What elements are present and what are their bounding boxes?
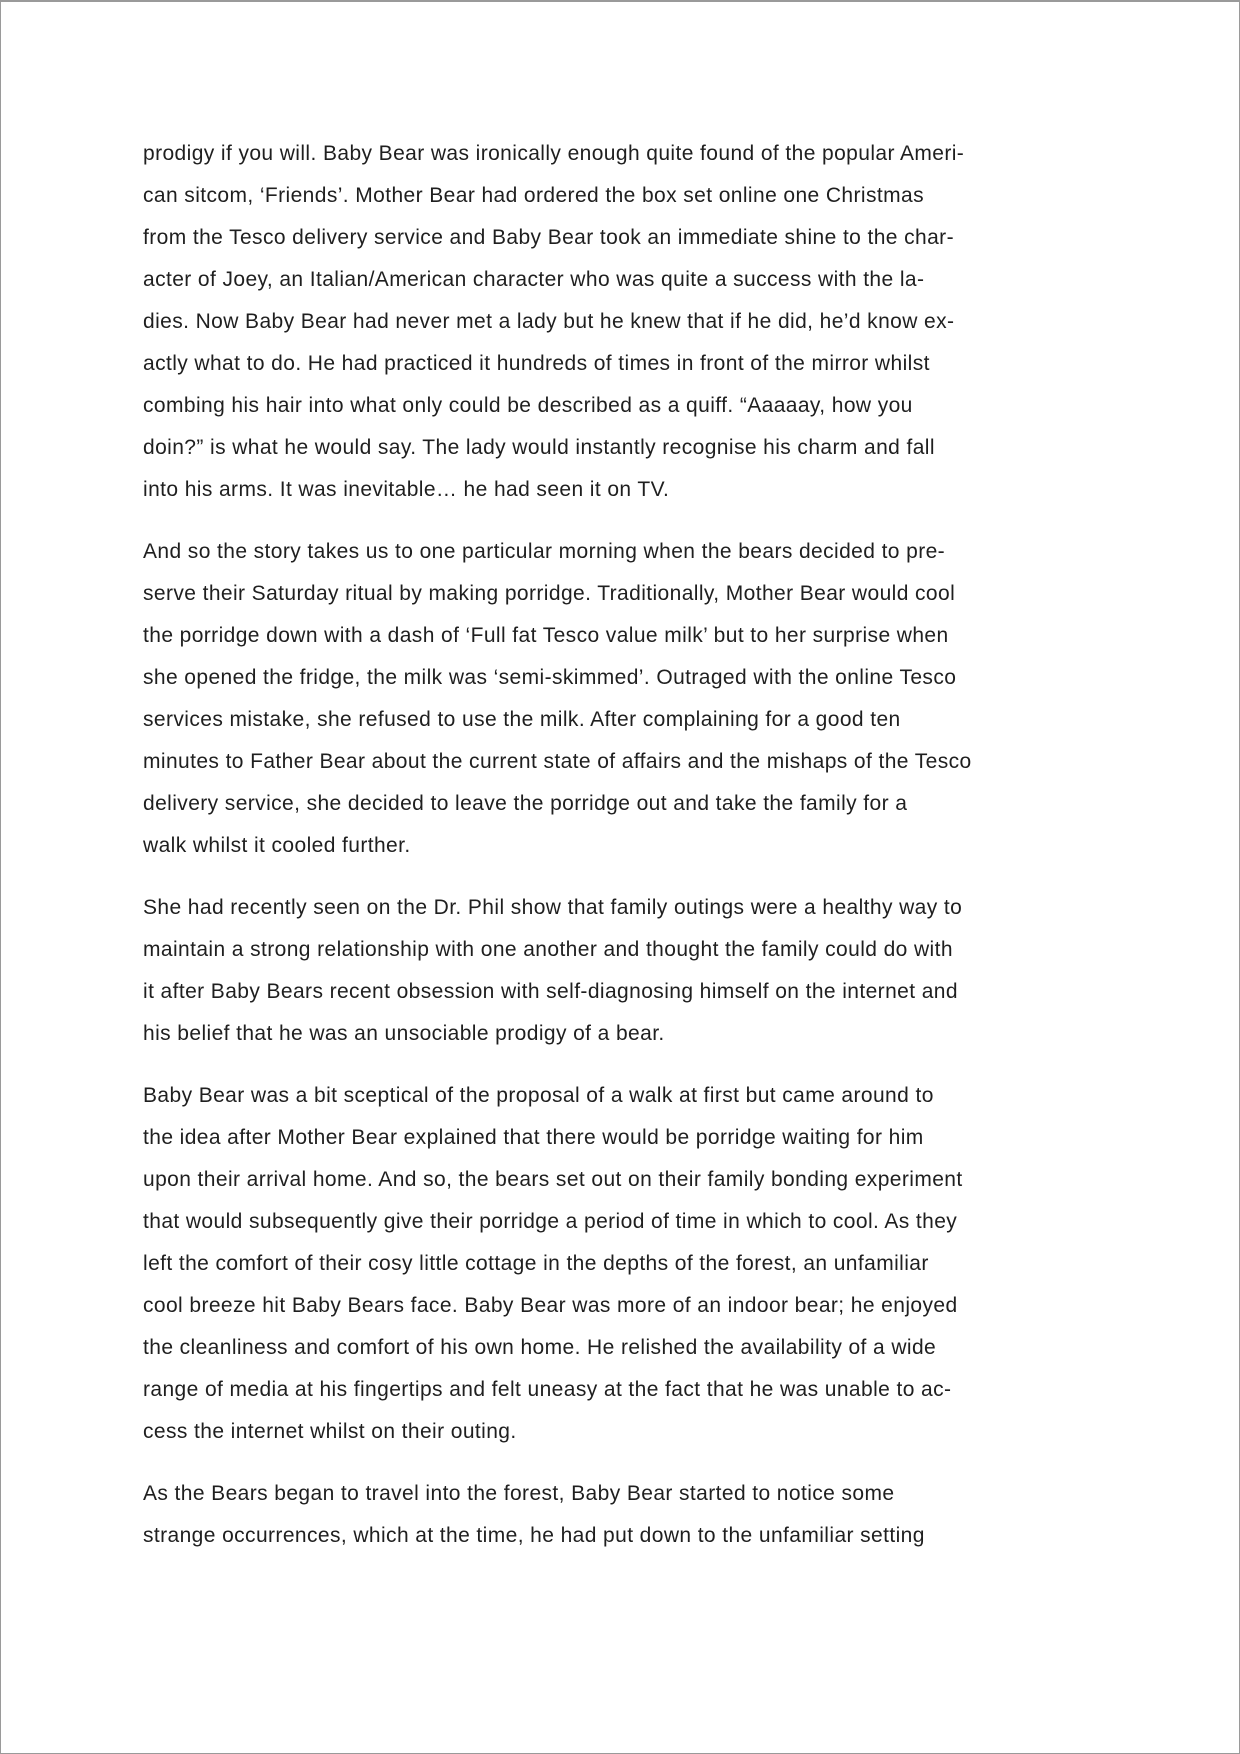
text-line: She had recently seen on the Dr. Phil show that family outings were a healthy way to bbox=[143, 896, 963, 919]
text-line: serve their Saturday ritual by making porridge. Traditionally, Mother Bear would cool bbox=[143, 582, 956, 605]
paragraph-4 bbox=[143, 1075, 1119, 1453]
paragraph-3 bbox=[143, 887, 1119, 1055]
text-line: into his arms. It was inevitable… he had seen it on TV. bbox=[143, 478, 670, 501]
text-line: it after Baby Bears recent obsession with self-diagnosing himself on the internet and bbox=[143, 980, 958, 1003]
text-line: doin?” is what he would say. The lady would instantly recognise his charm and fall bbox=[143, 436, 935, 459]
text-line: minutes to Father Bear about the current state of affairs and the mishaps of the Tesco bbox=[143, 750, 972, 773]
text-line: delivery service, she decided to leave the porridge out and take the family for a bbox=[143, 792, 908, 815]
paragraph-5 bbox=[143, 1473, 1119, 1557]
text-line: As the Bears began to travel into the forest, Baby Bear started to notice some bbox=[143, 1482, 895, 1505]
document-body bbox=[1, 2, 1239, 1557]
text-line: services mistake, she refused to use the milk. After complaining for a good ten bbox=[143, 708, 901, 731]
text-line: range of media at his fingertips and felt uneasy at the fact that he was unable to ac- bbox=[143, 1378, 952, 1401]
text-line: the porridge down with a dash of ‘Full fat Tesco value milk’ but to her surprise when bbox=[143, 624, 949, 647]
text-line: dies. Now Baby Bear had never met a lady but he knew that if he did, he’d know ex- bbox=[143, 310, 955, 333]
paragraph-2 bbox=[143, 531, 1119, 867]
text-line: from the Tesco delivery service and Baby Bear took an immediate shine to the char- bbox=[143, 226, 954, 249]
text-line: that would subsequently give their porridge a period of time in which to cool. As they bbox=[143, 1210, 958, 1233]
text-line: can sitcom, ‘Friends’. Mother Bear had ordered the box set online one Christmas bbox=[143, 184, 924, 207]
text-line: prodigy if you will. Baby Bear was ironically enough quite found of the popular Ameri- bbox=[143, 142, 965, 165]
text-line: maintain a strong relationship with one another and thought the family could do with bbox=[143, 938, 953, 961]
text-line: cess the internet whilst on their outing. bbox=[143, 1420, 517, 1443]
text-line: strange occurrences, which at the time, he had put down to the unfamiliar setting bbox=[143, 1524, 925, 1547]
text-line: the idea after Mother Bear explained that there would be porridge waiting for him bbox=[143, 1126, 924, 1149]
text-line: Baby Bear was a bit sceptical of the proposal of a walk at first but came around to bbox=[143, 1084, 934, 1107]
text-line: And so the story takes us to one particular morning when the bears decided to pre- bbox=[143, 540, 946, 563]
text-line: upon their arrival home. And so, the bears set out on their family bonding experiment bbox=[143, 1168, 963, 1191]
text-line: walk whilst it cooled further. bbox=[143, 834, 411, 857]
text-line: the cleanliness and comfort of his own home. He relished the availability of a wide bbox=[143, 1336, 937, 1359]
text-line: combing his hair into what only could be described as a quiff. “Aaaaay, how you bbox=[143, 394, 913, 417]
text-line: acter of Joey, an Italian/American character who was quite a success with the la- bbox=[143, 268, 925, 291]
text-line: his belief that he was an unsociable prodigy of a bear. bbox=[143, 1022, 665, 1045]
paragraph-1 bbox=[143, 133, 1119, 511]
text-line: left the comfort of their cosy little cottage in the depths of the forest, an unfamiliar bbox=[143, 1252, 929, 1275]
text-line: cool breeze hit Baby Bears face. Baby Bear was more of an indoor bear; he enjoyed bbox=[143, 1294, 958, 1317]
text-line: actly what to do. He had practiced it hundreds of times in front of the mirror whilst bbox=[143, 352, 930, 375]
text-line: she opened the fridge, the milk was ‘semi-skimmed’. Outraged with the online Tesco bbox=[143, 666, 957, 689]
